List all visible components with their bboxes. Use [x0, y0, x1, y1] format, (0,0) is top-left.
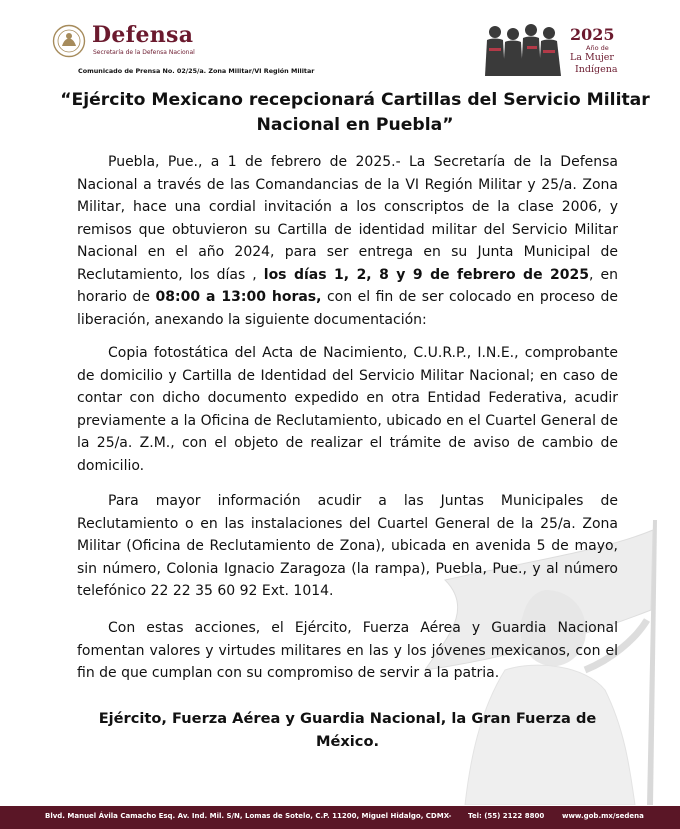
paragraph-3: Para mayor información acudir a las Juntas Municipales de Reclutamiento o en las instalaciones del Cuartel General de la 25/a. Zona Militar (Oficina de Reclutamiento de Zona), ubicada en avenida 5 de mayo, sin número, Colonia Ignacio Zaragoza (la rampa), Puebla, Pue., y al número telefónico 22 22 35 60 92 Ext. 1014. [77, 493, 618, 599]
year-logo-line2: La Mujer [570, 52, 614, 63]
document-title: “Ejército Mexicano recepcionará Cartillas del Servicio Militar Nacional en Puebla” [60, 90, 650, 135]
national-seal-icon [52, 24, 86, 58]
year-label: 2025 [570, 25, 615, 44]
paragraph-2: Copia fotostática del Acta de Nacimiento, C.U.R.P., I.N.E., comprobante de domicilio y Cartilla de Identidad del Servicio Militar Nacional; en caso de contar con dicho documento expedido en otra Entidad Federativa, acudir previamente a la Oficina de Reclutamiento, ubicado en el Cuartel General de la 25/a. Z.M., con el objeto de realizar el trámite de aviso de cambio de domicilio. [77, 345, 618, 474]
paragraph-1-dates: los días 1, 2, 8 y 9 de febrero de 2025 [263, 266, 589, 283]
paragraph-1 [77, 151, 618, 331]
year-logo-line3: Indígena [575, 64, 618, 75]
brand-name: Defensa [92, 22, 194, 48]
closing-slogan: Ejército, Fuerza Aérea y Guardia Nacional, la Gran Fuerza de México. [98, 710, 597, 750]
footer-address: Blvd. Manuel Ávila Camacho Esq. Av. Ind. Mil. S/N, Lomas de Sotelo, C.P. 11200, Miguel Hidalgo, CDMX- [45, 812, 452, 820]
paragraph-1-text-b: , en horario de [77, 266, 618, 305]
paragraph-4: Con estas acciones, el Ejército, Fuerza Aérea y Guardia Nacional fomentan valores y virtudes militares en las y los jóvenes mexicanos, con el fin de que cumplan con su compromiso de servir a la patria. [77, 620, 618, 681]
paragraph-1-text-c: con el fin de ser colocado en proceso de liberación, anexando la siguiente documentación: [77, 289, 618, 328]
paragraph-1-text-a: Puebla, Pue., a 1 de febrero de 2025.- La Secretaría de la Defensa Nacional a través de las Comandancias de la VI Región Militar y 25/a. Zona Militar, hace una cordial invitación a los conscriptos de la clase 2006, y remisos que obtuvieron su Cartilla de identidad militar del Servicio Militar Nacional en el año 2024, para ser entrega en su Junta Municipal de Reclutamiento, los días , [77, 154, 618, 283]
footer-phone: Tel: (55) 2122 8800 [468, 812, 545, 820]
press-release-number: Comunicado de Prensa No. 02/25/a. Zona Militar/VI Región Militar [78, 67, 315, 75]
footer-bar [0, 806, 680, 829]
year-logo-line1: Año de [586, 44, 609, 52]
brand-subtitle: Secretaría de la Defensa Nacional [93, 49, 195, 56]
year-of-indigenous-woman-logo [483, 20, 633, 76]
footer-website-link[interactable]: www.gob.mx/sedena [562, 812, 644, 820]
indigenous-women-illustration-icon [483, 20, 565, 76]
paragraph-1-hours: 08:00 a 13:00 horas, [155, 289, 322, 305]
defensa-logo [52, 22, 202, 62]
